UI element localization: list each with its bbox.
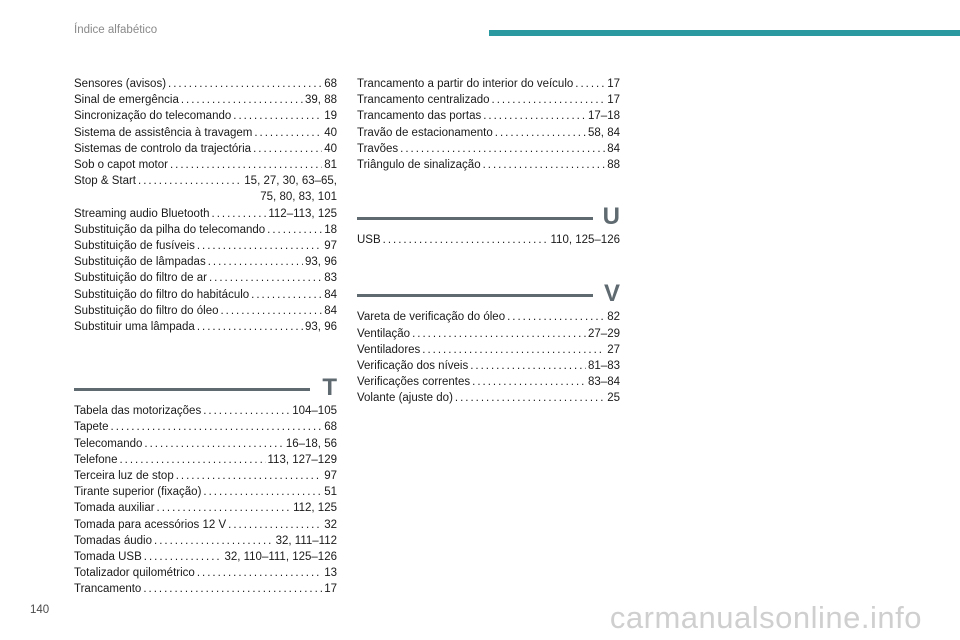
spacer (74, 335, 337, 373)
index-pages: 27–29 (588, 327, 620, 340)
index-pages: 32 (324, 518, 337, 531)
dot-leader (400, 141, 605, 157)
dot-leader (181, 92, 303, 108)
index-pages: 15, 27, 30, 63–65, (244, 175, 337, 188)
index-pages: 97 (324, 470, 337, 483)
index-pages: 18 (324, 223, 337, 236)
dot-leader (233, 108, 322, 124)
dot-leader (144, 549, 223, 565)
index-entry (357, 232, 620, 248)
index-pages: 27 (607, 343, 620, 356)
index-entry (74, 141, 337, 157)
dot-leader (203, 484, 322, 500)
index-term: Substituir uma lâmpada (74, 321, 195, 334)
index-pages: 58, 84 (588, 126, 620, 139)
index-entry (357, 157, 620, 173)
index-term: Sensores (avisos) (74, 78, 167, 90)
index-pages: 83 (324, 272, 337, 285)
index-term: Travões (357, 142, 399, 155)
section-rule (74, 388, 310, 391)
index-entry (74, 419, 337, 435)
index-term: Substituição do filtro de ar (74, 272, 207, 285)
index-term: Vareta de verificação do óleo (357, 311, 506, 324)
index-column-right (357, 76, 620, 407)
index-entry (357, 374, 620, 390)
index-entry (74, 303, 337, 319)
index-term: Trancamento centralizado (357, 94, 490, 107)
index-entry (74, 287, 337, 303)
dot-leader (168, 76, 322, 92)
dot-leader (455, 390, 605, 406)
index-entry (74, 76, 337, 92)
index-entry (357, 76, 620, 92)
index-term: Terceira luz de stop (74, 470, 174, 483)
index-term: Tomada para acessórios 12 V (74, 518, 227, 531)
index-entry (74, 173, 337, 189)
index-entry (74, 517, 337, 533)
index-term: Verificação dos níveis (357, 360, 469, 373)
index-entry (357, 108, 620, 124)
index-entry (357, 309, 620, 325)
dot-leader (267, 222, 322, 238)
index-entry (357, 92, 620, 108)
dot-leader (495, 125, 586, 141)
index-entry (74, 403, 337, 419)
index-column-left (74, 76, 337, 598)
dot-leader (483, 108, 586, 124)
dot-leader (254, 125, 322, 141)
index-pages: 84 (324, 288, 337, 301)
index-entry (357, 358, 620, 374)
section-letter-t: T (322, 374, 337, 402)
dot-leader (483, 157, 606, 173)
index-pages: 17 (324, 583, 337, 596)
index-pages: 17 (607, 94, 620, 107)
entries-v (357, 309, 620, 406)
index-entry (74, 484, 337, 500)
index-pages: 68 (324, 78, 337, 90)
index-pages: 39, 88 (305, 94, 337, 107)
index-term: Sob o capot motor (74, 159, 168, 172)
dot-leader (470, 358, 586, 374)
index-pages: 17 (607, 78, 620, 90)
index-pages: 93, 96 (305, 321, 337, 334)
index-term: Trancamento a partir do interior do veículo (357, 78, 574, 90)
index-pages: 81 (324, 159, 337, 172)
dot-leader (220, 303, 322, 319)
index-entry (74, 452, 337, 468)
section-letter-v: V (603, 280, 620, 308)
index-entry (74, 222, 337, 238)
index-pages: 110, 125–126 (550, 234, 620, 247)
dot-leader (412, 326, 586, 342)
index-entry (74, 108, 337, 124)
spacer (357, 173, 620, 202)
index-term: Volante (ajuste do) (357, 392, 453, 405)
section-letter-u: U (602, 203, 620, 231)
header-accent-bar (489, 30, 960, 36)
index-entry (74, 533, 337, 549)
index-term: Tapete (74, 421, 109, 434)
index-entry (357, 390, 620, 406)
index-term: Tomada USB (74, 551, 142, 564)
dot-leader (492, 92, 606, 108)
index-pages: 84 (607, 142, 620, 155)
dot-leader (111, 419, 323, 435)
index-term: Tabela das motorizações (74, 405, 202, 418)
index-pages: 16–18, 56 (285, 437, 337, 450)
dot-leader (228, 517, 322, 533)
dot-leader (383, 232, 549, 248)
watermark: carmanualsonline.info (609, 600, 922, 635)
index-term: Streaming audio Bluetooth (74, 207, 210, 220)
index-term: Verificações correntes (357, 376, 471, 389)
dot-leader (507, 309, 605, 325)
index-term: Substituição de lâmpadas (74, 256, 206, 269)
index-entry (74, 206, 337, 222)
entries-s (74, 76, 337, 335)
index-pages: 51 (324, 486, 337, 499)
index-pages: 19 (324, 110, 337, 123)
entries-t-right (357, 76, 620, 173)
dot-leader (251, 287, 322, 303)
index-term: Sincronização do telecomando (74, 110, 232, 123)
index-term: Sistemas de controlo da trajectória (74, 142, 252, 155)
index-pages: 82 (607, 311, 620, 324)
index-term: Tomadas áudio (74, 534, 152, 547)
index-pages: 81–83 (588, 360, 620, 373)
index-entry (74, 254, 337, 270)
index-pages: 112, 125 (293, 502, 337, 515)
index-term: Tomada auxiliar (74, 502, 155, 515)
dot-leader (144, 436, 283, 452)
index-term: Telecomando (74, 437, 143, 450)
index-pages: 32, 110–111, 125–126 (224, 551, 337, 564)
index-term: Sinal de emergência (74, 94, 179, 107)
dot-leader (176, 468, 322, 484)
index-term: Trancamento das portas (357, 110, 482, 123)
section-header-u (357, 202, 620, 232)
index-pages: 40 (324, 126, 337, 139)
index-term: Ventiladores (357, 343, 421, 356)
dot-leader (138, 173, 242, 189)
section-header-t (74, 373, 337, 403)
dot-leader (472, 374, 586, 390)
index-term: USB (357, 234, 381, 247)
index-term: Substituição do filtro do óleo (74, 304, 219, 317)
index-term: Tirante superior (fixação) (74, 486, 202, 499)
entries-t-left (74, 403, 337, 597)
spacer (357, 248, 620, 279)
index-entry (357, 125, 620, 141)
index-term: Triângulo de sinalização (357, 159, 481, 172)
entries-u (357, 232, 620, 248)
index-pages: 68 (324, 421, 337, 434)
index-pages: 97 (324, 240, 337, 253)
index-term: Ventilação (357, 327, 411, 340)
index-entry (74, 92, 337, 108)
index-entry (74, 468, 337, 484)
section-header-v (357, 279, 620, 309)
dot-leader (197, 319, 303, 335)
index-entry (74, 238, 337, 254)
index-entry (74, 549, 337, 565)
dot-leader (422, 342, 605, 358)
index-pages: 84 (324, 304, 337, 317)
index-pages: 88 (607, 159, 620, 172)
index-term: Trancamento (74, 583, 142, 596)
index-pages: 93, 96 (305, 256, 337, 269)
index-pages: 40 (324, 142, 337, 155)
index-entry (74, 581, 337, 597)
index-pages: 113, 127–129 (267, 453, 337, 466)
index-entry (74, 157, 337, 173)
dot-leader (143, 581, 322, 597)
index-pages: 32, 111–112 (275, 534, 337, 547)
header-title: Índice alfabético (74, 24, 158, 36)
dot-leader (203, 403, 290, 419)
dot-leader (212, 206, 267, 222)
dot-leader (170, 157, 322, 173)
page-number: 140 (30, 604, 50, 616)
index-term: Stop & Start (74, 175, 137, 188)
dot-leader (157, 500, 292, 516)
section-rule (357, 217, 593, 220)
index-term: Telefone (74, 453, 118, 466)
index-term: Substituição da pilha do telecomando (74, 223, 266, 236)
index-entry (74, 270, 337, 286)
dot-leader (154, 533, 274, 549)
index-pages: 17–18 (588, 110, 620, 123)
dot-leader (208, 254, 303, 270)
section-rule (357, 294, 593, 297)
index-term: Totalizador quilométrico (74, 567, 195, 580)
index-entry (74, 500, 337, 516)
dot-leader (253, 141, 322, 157)
index-pages: 13 (324, 567, 337, 580)
index-entry (357, 141, 620, 157)
index-pages: 104–105 (292, 405, 337, 418)
index-term: Substituição do filtro do habitáculo (74, 288, 250, 301)
index-pages: 25 (607, 392, 620, 405)
dot-leader (209, 270, 322, 286)
index-term: Substituição de fusíveis (74, 240, 195, 253)
index-term: Sistema de assistência à travagem (74, 126, 253, 139)
index-pages: 83–84 (588, 376, 620, 389)
index-entry (357, 326, 620, 342)
index-pages-continued: 75, 80, 83, 101 (260, 191, 337, 204)
index-entry (74, 565, 337, 581)
index-entry (357, 342, 620, 358)
dot-leader (197, 238, 322, 254)
index-entry (74, 125, 337, 141)
index-pages: 112–113, 125 (268, 207, 337, 220)
index-term: Travão de estacionamento (357, 126, 493, 139)
dot-leader (119, 452, 265, 468)
dot-leader (197, 565, 322, 581)
dot-leader (575, 76, 605, 92)
index-entry (74, 319, 337, 335)
index-entry (74, 436, 337, 452)
